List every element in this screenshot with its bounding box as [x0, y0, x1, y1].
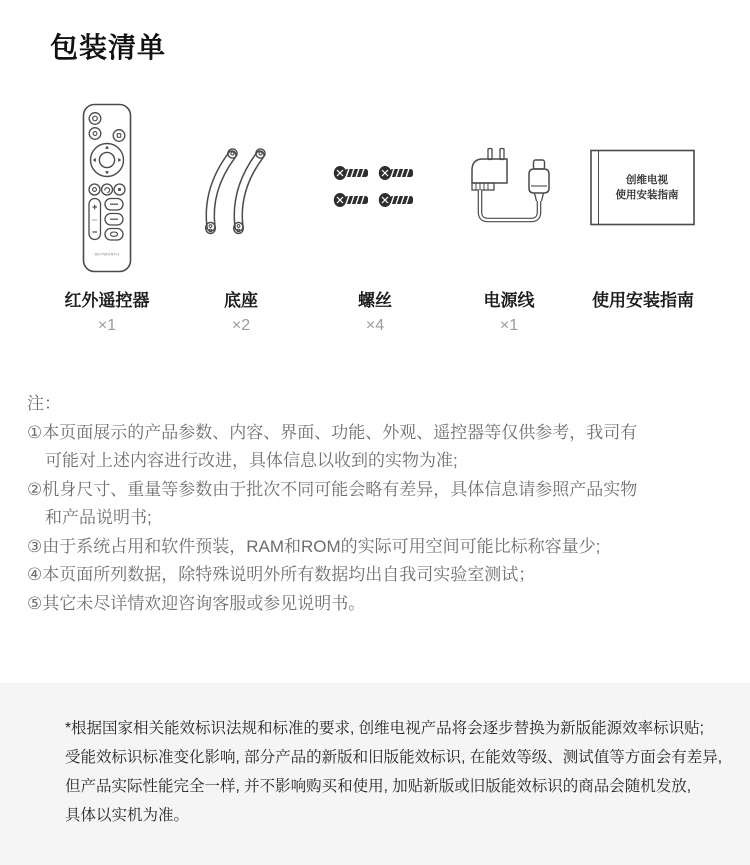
item-qty-remote: ×1 — [97, 317, 117, 334]
item-name-screws: 螺丝 — [358, 291, 392, 310]
item-name-manual: 使用安装指南 — [592, 291, 694, 310]
item-qty-screws: ×4 — [365, 317, 385, 334]
disclaimer-line-3: 但产品实际性能完全一样, 并不影响购买和使用, 加贴新版或旧版能效标识的商品会随机发放, — [65, 778, 692, 795]
stand-legs-icon — [195, 95, 287, 280]
energy-label-disclaimer — [0, 683, 750, 865]
item-name-remote: 红外遥控器 — [64, 291, 150, 310]
note-line-2: ②机身尺寸、重量等参数由于批次不同可能会略有差异，具体信息请参照产品实物 — [27, 479, 638, 499]
notes-section — [27, 390, 737, 618]
item-name-stand: 底座 — [224, 291, 258, 310]
manual-cover-line1: 创维电视 — [626, 173, 668, 186]
item-name-power: 电源线 — [483, 291, 535, 310]
packing-item-power — [442, 95, 576, 336]
remote-vol-label: VOL — [91, 217, 98, 222]
note-line-1: ①本页面展示的产品参数、内容、界面、功能、外观、遥控器等仅供参考，我司有 — [27, 422, 638, 442]
remote-control-icon — [82, 95, 132, 280]
note-line-5: ⑤其它未尽详情欢迎咨询客服或参见说明书。 — [27, 593, 366, 613]
page-title: 包装清单 — [50, 32, 167, 63]
note-line-1b: 可能对上述内容进行改进，具体信息以收到的实物为准; — [45, 451, 458, 470]
remote-brand-label: SKYWORTH — [94, 252, 120, 256]
disclaimer-line-4: 具体以实机为准。 — [65, 807, 190, 824]
note-line-3: ③由于系统占用和软件预装，RAM和ROM的实际可用空间可能比标称容量少; — [27, 536, 601, 556]
manual-booklet-icon — [590, 95, 696, 280]
power-cable-icon — [461, 95, 557, 280]
packing-item-manual — [576, 95, 710, 336]
screws-icon — [333, 95, 417, 280]
packing-item-remote — [40, 95, 174, 336]
disclaimer-line-1: *根据国家相关能效标识法规和标准的要求, 创维电视产品将会逐步替换为新版能源效率标识贴; — [65, 720, 704, 737]
manual-cover-line2: 使用安装指南 — [615, 188, 679, 201]
item-qty-stand: ×2 — [231, 317, 251, 334]
disclaimer-text — [0, 683, 750, 830]
notes-label: 注： — [27, 394, 61, 413]
note-line-2b: 和产品说明书; — [45, 508, 152, 527]
packing-item-stand — [174, 95, 308, 336]
disclaimer-line-2: 受能效标识标准变化影响, 部分产品的新版和旧版能效标识, 在能效等级、测试值等方面会有差异, — [65, 749, 723, 766]
note-line-4: ④本页面所列数据，除特殊说明外所有数据均出自我司实验室测试； — [27, 565, 536, 584]
item-qty-power: ×1 — [499, 317, 519, 334]
packing-item-screws — [308, 95, 442, 336]
packing-items-row — [40, 95, 710, 336]
